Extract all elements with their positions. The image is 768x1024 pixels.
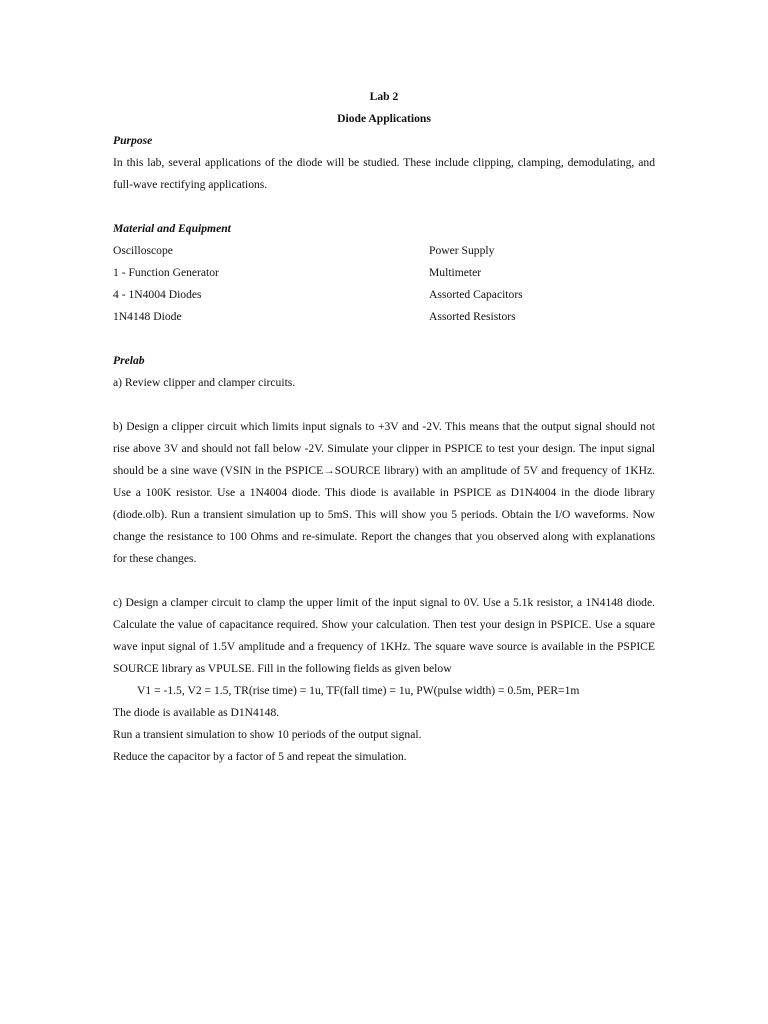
spacer: [113, 570, 655, 592]
prelab-heading: Prelab: [113, 354, 145, 367]
equipment-table: [113, 240, 655, 328]
equipment-item: Power Supply: [429, 244, 495, 257]
doc-title: Lab 2: [369, 90, 399, 103]
prelab-item-c: c) Design a clamper circuit to clamp the upper limit of the input signal to 0V. Use a 5.1k resistor, a 1N4148 diode. Calculate the value of capacitance required. Show your calculation. Then test your design in PSPICE. Use a square wave input signal of 1.5V amplitude and a frequency of 1KHz. The square wave source is available in the PSPICE SOURCE library as VPULSE. Fill in the following fields as given below: [113, 596, 655, 675]
equipment-item: Assorted Resistors: [429, 310, 516, 323]
spacer: [113, 394, 655, 416]
equipment-item: Multimeter: [429, 266, 482, 279]
purpose-heading: Purpose: [113, 134, 153, 147]
equipment-item: Oscilloscope: [113, 244, 173, 257]
vpulse-params: V1 = -1.5, V2 = 1.5, TR(rise time) = 1u, TF(fall time) = 1u, PW(pulse width) = 0.5m, PER=1m: [137, 684, 580, 697]
equipment-item: 1 - Function Generator: [113, 266, 219, 279]
doc-subtitle: Diode Applications: [337, 112, 431, 125]
equipment-item: Assorted Capacitors: [429, 288, 523, 301]
prelab-item-c-repeat: Reduce the capacitor by a factor of 5 and repeat the simulation.: [113, 750, 407, 763]
prelab-item-a: a) Review clipper and clamper circuits.: [113, 376, 296, 389]
table-row: [113, 240, 655, 262]
table-row: [113, 306, 655, 328]
spacer: [113, 196, 655, 218]
document-page: [113, 86, 655, 768]
table-row: [113, 262, 655, 284]
prelab-item-b: b) Design a clipper circuit which limits input signals to +3V and -2V. This means that the output signal should not rise above 3V and should not fall below -2V. Simulate your clipper in PSPICE to test your design. The input signal should be a sine wave (VSIN in the PSPICE→SOURCE library) with an amplitude of 5V and frequency of 1KHz. Use a 100K resistor. Use a 1N4004 diode. This diode is available in PSPICE as D1N4004 in the diode library (diode.olb). Run a transient simulation up to 5mS. This will show you 5 periods. Obtain the I/O waveforms. Now change the resistance to 100 Ohms and re-simulate. Report the changes that you observed along with explanations for these changes.: [113, 420, 655, 565]
equipment-heading: Material and Equipment: [113, 222, 231, 235]
table-row: [113, 284, 655, 306]
prelab-item-c-diode: The diode is available as D1N4148.: [113, 706, 280, 719]
spacer: [113, 328, 655, 350]
purpose-text: In this lab, several applications of the diode will be studied. These include clipping, clamping, demodulating, and full-wave rectifying applications.: [113, 156, 655, 191]
prelab-item-c-transient: Run a transient simulation to show 10 periods of the output signal.: [113, 728, 422, 741]
equipment-item: 1N4148 Diode: [113, 310, 182, 323]
equipment-item: 4 - 1N4004 Diodes: [113, 288, 202, 301]
